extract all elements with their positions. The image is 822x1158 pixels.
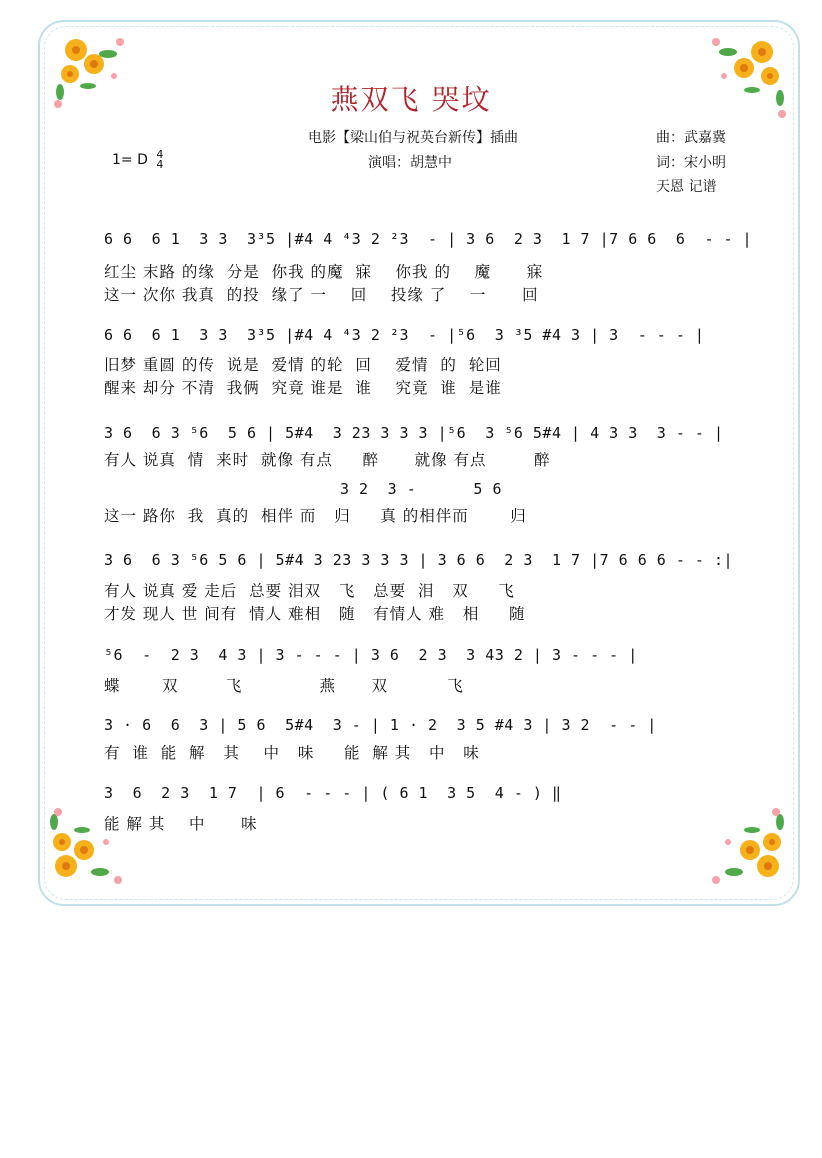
lyrics-line: 蝶 双 飞 燕 双 飞	[104, 677, 464, 695]
song-title: 燕双飞 哭坟	[330, 83, 492, 116]
time-signature	[156, 150, 163, 170]
lyrics-line: 醒来 却分 不清 我俩 究竟 谁是 谁 究竟 谁 是谁	[104, 379, 502, 397]
notation-line: 3 6 6 3 ⁵6 5 6 | 5#4 3 23 3 3 3 | 3 6 6 2 3 1 7 |7 6 6 6 - - :|	[104, 551, 734, 569]
notation-line: 3 · 6 6 3 | 5 6 5#4 3 - | 1 · 2 3 5 #4 3 | 3 2 - - |	[104, 716, 657, 734]
flower-decoration-bottom-right	[700, 806, 792, 896]
time-bottom: 4	[156, 158, 164, 171]
film-subtitle: 电影【梁山伯与祝英台新传】插曲	[308, 130, 518, 146]
lyrics-line: 有人 说真 情 来时 就像 有点 醉 就像 有点 醉	[104, 451, 551, 469]
notation-line: ⁵6 - 2 3 4 3 | 3 - - - | 3 6 2 3 3 43 2 | 3 - - - |	[104, 646, 638, 664]
key-label: 1= D	[112, 152, 148, 168]
transcriber-credit: 天恩 记谱	[656, 179, 717, 195]
lyricist-credit: 词：宋小明	[656, 155, 726, 171]
composer-credit: 曲：武嘉冀	[656, 130, 726, 146]
lyrics-line: 能 解 其 中 味	[104, 815, 258, 833]
lyrics-line: 这一 次你 我真 的投 缘了 一 回 投缘 了 一 回	[104, 286, 539, 304]
notation-line: 3 6 6 3 ⁵6 5 6 | 5#4 3 23 3 3 3 |⁵6 3 ⁵6 5#4 | 4 3 3 3 - - |	[104, 424, 724, 442]
lyrics-line: 有 谁 能 解 其 中 味 能 解 其 中 味	[104, 744, 480, 762]
time-top: 4	[156, 148, 164, 161]
lyrics-line: 有人 说真 爱 走后 总要 泪双 飞 总要 泪 双 飞	[104, 582, 515, 600]
lyrics-line: 这一 路你 我 真的 相伴 而 归 真 的相伴而 归	[104, 507, 527, 525]
key-signature	[112, 150, 163, 170]
lyrics-line: 旧梦 重圆 的传 说是 爱情 的轮 回 爱情 的 轮回	[104, 356, 502, 374]
lyrics-line: 才发 现人 世 间有 情人 难相 随 有情人 难 相 随	[104, 605, 526, 623]
notation-line: 6 6 6 1 3 3 3³5 |#4 4 ⁴3 2 ²3 - | 3 6 2 3 1 7 |7 6 6 6 - - |	[104, 230, 753, 248]
lyrics-line: 红尘 末路 的缘 分是 你我 的魔 寐 你我 的 魔 寐	[104, 263, 544, 281]
notation-line: 6 6 6 1 3 3 3³5 |#4 4 ⁴3 2 ²3 - |⁵6 3 ³5 #4 3 | 3 - - - |	[104, 326, 705, 344]
notation-line: 3 6 2 3 1 7 | 6 - - - | ( 6 1 3 5 4 - ) ‖	[104, 784, 562, 802]
notation-line: 3 2 3 - 5 6	[340, 480, 503, 498]
singer-credit: 演唱：胡慧中	[368, 155, 452, 171]
